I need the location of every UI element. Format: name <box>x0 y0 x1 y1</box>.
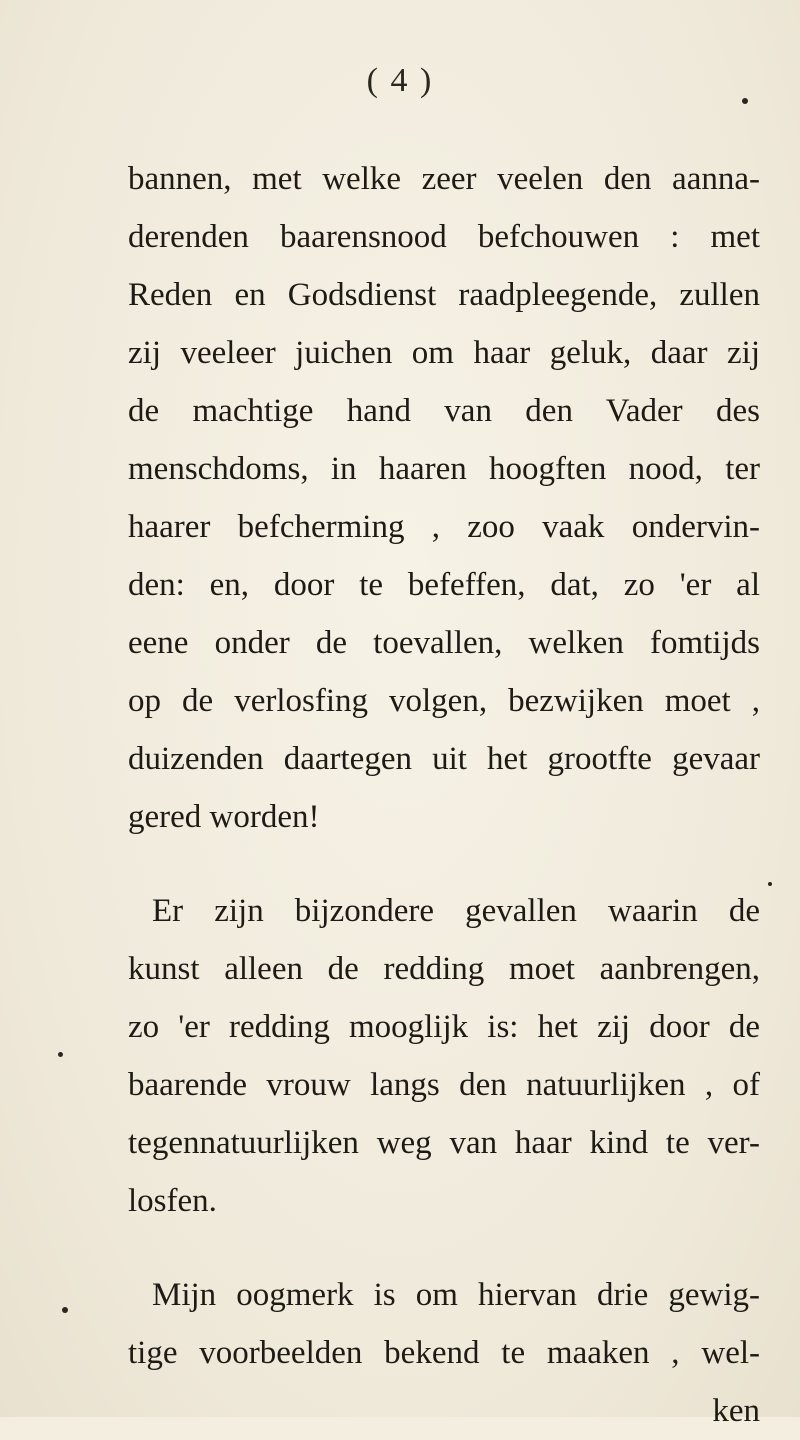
ink-speck <box>742 98 748 104</box>
paragraph-2 <box>128 882 760 1230</box>
text-line: Reden en Godsdienst raadpleegende, zullen <box>128 277 760 313</box>
text-line: derenden baarensnood befchouwen : met <box>128 219 760 255</box>
text-line: tegennatuurlijken weg van haar kind te ver- <box>128 1125 760 1161</box>
ink-speck <box>62 1307 68 1313</box>
text-line: tige voorbeelden bekend te maaken , wel- <box>128 1335 760 1371</box>
text-line: kunst alleen de redding moet aanbrengen, <box>128 951 760 987</box>
ink-speck <box>58 1052 63 1057</box>
text-line: op de verlosfing volgen, bezwijken moet , <box>128 683 760 719</box>
text-line: zij veeleer juichen om haar geluk, daar zij <box>128 335 760 371</box>
page-number: ( 4 ) <box>366 62 434 99</box>
text-line: Er zijn bijzondere gevallen waarin de <box>152 893 760 929</box>
body-text <box>128 150 760 1440</box>
text-line: losfen. <box>128 1183 217 1219</box>
text-line: gered worden! <box>128 799 320 835</box>
text-line: baarende vrouw langs den natuurlijken , of <box>128 1067 760 1103</box>
text-line: zo 'er redding mooglijk is: het zij door de <box>128 1009 760 1045</box>
text-line: de machtige hand van den Vader des <box>128 393 760 429</box>
text-line: duizenden daartegen uit het grootfte gevaar <box>128 741 760 777</box>
paragraph-3 <box>128 1266 760 1382</box>
text-line: menschdoms, in haaren hoogften nood, ter <box>128 451 760 487</box>
text-line: Mijn oogmerk is om hiervan drie gewig- <box>152 1277 760 1313</box>
text-line: bannen, met welke zeer veelen den aanna- <box>128 161 760 197</box>
paragraph-1 <box>128 150 760 846</box>
text-line: eene onder de toevallen, welken fomtijds <box>128 625 760 661</box>
text-line: haarer befcherming , zoo vaak ondervin- <box>128 509 760 545</box>
catchword: ken <box>712 1393 760 1429</box>
ink-speck <box>768 882 772 886</box>
text-line: den: en, door te befeffen, dat, zo 'er al <box>128 567 760 603</box>
